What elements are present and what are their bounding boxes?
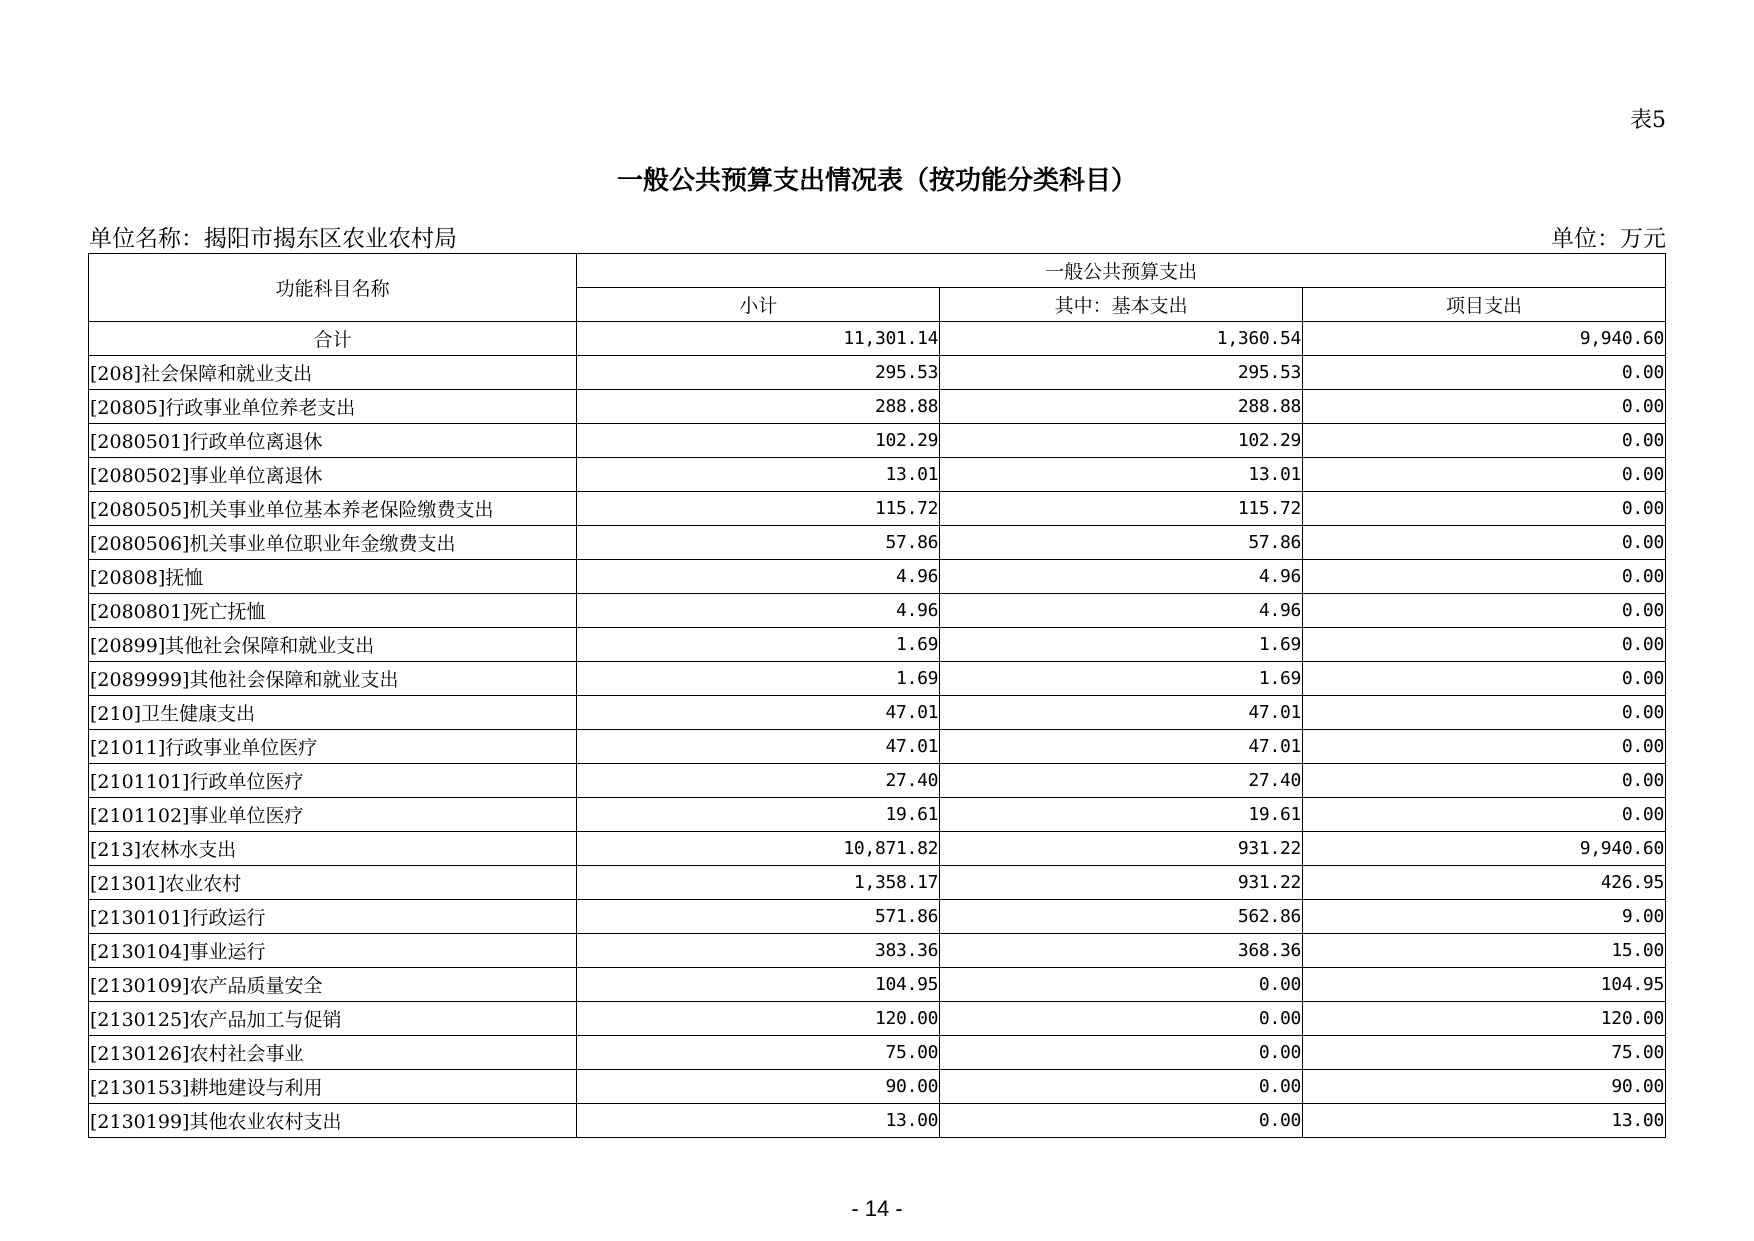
row-name: [21011]行政事业单位医疗 — [89, 730, 577, 764]
row-name: [2130101]行政运行 — [89, 900, 577, 934]
page-number: - 14 - — [851, 1196, 903, 1221]
row-subtotal: 4.96 — [577, 594, 940, 628]
row-project: 13.00 — [1303, 1104, 1666, 1138]
row-basic: 57.86 — [940, 526, 1303, 560]
row-name: [2130126]农村社会事业 — [89, 1036, 577, 1070]
row-project: 120.00 — [1303, 1002, 1666, 1036]
row-subtotal: 102.29 — [577, 424, 940, 458]
row-subtotal: 115.72 — [577, 492, 940, 526]
row-basic: 13.01 — [940, 458, 1303, 492]
row-subtotal: 13.01 — [577, 458, 940, 492]
table-row — [89, 594, 1666, 628]
table-row — [89, 458, 1666, 492]
row-project: 0.00 — [1303, 492, 1666, 526]
table-row — [89, 798, 1666, 832]
table-row — [89, 424, 1666, 458]
row-project: 104.95 — [1303, 968, 1666, 1002]
row-basic: 4.96 — [940, 594, 1303, 628]
total-row — [89, 322, 1666, 356]
row-project: 0.00 — [1303, 696, 1666, 730]
table-row — [89, 764, 1666, 798]
row-basic: 0.00 — [940, 1002, 1303, 1036]
row-basic: 562.86 — [940, 900, 1303, 934]
table-row — [89, 1036, 1666, 1070]
table-row — [89, 492, 1666, 526]
row-name: [20805]行政事业单位养老支出 — [89, 390, 577, 424]
row-subtotal: 27.40 — [577, 764, 940, 798]
row-name: [208]社会保障和就业支出 — [89, 356, 577, 390]
row-project: 0.00 — [1303, 458, 1666, 492]
row-name: [2130104]事业运行 — [89, 934, 577, 968]
row-name: [210]卫生健康支出 — [89, 696, 577, 730]
table-row — [89, 628, 1666, 662]
row-project: 15.00 — [1303, 934, 1666, 968]
row-subtotal: 295.53 — [577, 356, 940, 390]
table-row — [89, 560, 1666, 594]
row-name: [20808]抚恤 — [89, 560, 577, 594]
row-project: 0.00 — [1303, 798, 1666, 832]
row-basic: 0.00 — [940, 1036, 1303, 1070]
row-basic: 0.00 — [940, 968, 1303, 1002]
row-subtotal: 571.86 — [577, 900, 940, 934]
row-basic: 1.69 — [940, 628, 1303, 662]
row-basic: 368.36 — [940, 934, 1303, 968]
row-name: [2080505]机关事业单位基本养老保险缴费支出 — [89, 492, 577, 526]
row-project: 75.00 — [1303, 1036, 1666, 1070]
row-basic: 0.00 — [940, 1104, 1303, 1138]
table-row — [89, 730, 1666, 764]
row-project: 0.00 — [1303, 526, 1666, 560]
row-basic: 115.72 — [940, 492, 1303, 526]
table-row — [89, 1104, 1666, 1138]
row-basic: 931.22 — [940, 832, 1303, 866]
row-name: [2101102]事业单位医疗 — [89, 798, 577, 832]
row-project: 0.00 — [1303, 424, 1666, 458]
row-subtotal: 383.36 — [577, 934, 940, 968]
table-body — [89, 322, 1666, 1138]
row-subtotal: 19.61 — [577, 798, 940, 832]
row-basic: 47.01 — [940, 730, 1303, 764]
header-general-budget: 一般公共预算支出 — [577, 254, 1666, 288]
row-basic: 288.88 — [940, 390, 1303, 424]
header-basic: 其中：基本支出 — [940, 288, 1303, 322]
row-name: [2130199]其他农业农村支出 — [89, 1104, 577, 1138]
row-subtotal: 104.95 — [577, 968, 940, 1002]
row-project: 0.00 — [1303, 390, 1666, 424]
header-subtotal: 小计 — [577, 288, 940, 322]
row-basic: 47.01 — [940, 696, 1303, 730]
unit-name: 单位名称：揭阳市揭东区农业农村局 — [89, 226, 457, 252]
table-row — [89, 1070, 1666, 1104]
total-basic: 1,360.54 — [940, 322, 1303, 356]
row-basic: 295.53 — [940, 356, 1303, 390]
header-row-1 — [89, 254, 1666, 288]
row-subtotal: 4.96 — [577, 560, 940, 594]
row-name: [20899]其他社会保障和就业支出 — [89, 628, 577, 662]
row-project: 0.00 — [1303, 356, 1666, 390]
table-row — [89, 934, 1666, 968]
row-name: [2089999]其他社会保障和就业支出 — [89, 662, 577, 696]
row-basic: 0.00 — [940, 1070, 1303, 1104]
row-project: 0.00 — [1303, 628, 1666, 662]
row-subtotal: 13.00 — [577, 1104, 940, 1138]
total-label: 合计 — [89, 322, 577, 356]
row-project: 0.00 — [1303, 560, 1666, 594]
row-basic: 19.61 — [940, 798, 1303, 832]
row-name: [2130109]农产品质量安全 — [89, 968, 577, 1002]
table-row — [89, 356, 1666, 390]
table-row — [89, 662, 1666, 696]
row-project: 9.00 — [1303, 900, 1666, 934]
row-subtotal: 1.69 — [577, 628, 940, 662]
row-subtotal: 10,871.82 — [577, 832, 940, 866]
row-project: 0.00 — [1303, 764, 1666, 798]
row-name: [2130125]农产品加工与促销 — [89, 1002, 577, 1036]
table-row — [89, 1002, 1666, 1036]
row-basic: 27.40 — [940, 764, 1303, 798]
currency-unit: 单位：万元 — [1551, 226, 1666, 252]
row-project: 0.00 — [1303, 662, 1666, 696]
row-name: [213]农林水支出 — [89, 832, 577, 866]
row-name: [2130153]耕地建设与利用 — [89, 1070, 577, 1104]
row-basic: 4.96 — [940, 560, 1303, 594]
row-subtotal: 120.00 — [577, 1002, 940, 1036]
row-project: 0.00 — [1303, 594, 1666, 628]
row-subtotal: 47.01 — [577, 696, 940, 730]
row-name: [2080801]死亡抚恤 — [89, 594, 577, 628]
row-subtotal: 75.00 — [577, 1036, 940, 1070]
header-function-name: 功能科目名称 — [89, 254, 577, 322]
header-project: 项目支出 — [1303, 288, 1666, 322]
row-subtotal: 288.88 — [577, 390, 940, 424]
row-subtotal: 90.00 — [577, 1070, 940, 1104]
row-subtotal: 1,358.17 — [577, 866, 940, 900]
row-basic: 931.22 — [940, 866, 1303, 900]
row-name: [2080506]机关事业单位职业年金缴费支出 — [89, 526, 577, 560]
row-project: 9,940.60 — [1303, 832, 1666, 866]
table-row — [89, 390, 1666, 424]
total-project: 9,940.60 — [1303, 322, 1666, 356]
table-row — [89, 832, 1666, 866]
row-name: [2101101]行政单位医疗 — [89, 764, 577, 798]
total-subtotal: 11,301.14 — [577, 322, 940, 356]
row-project: 426.95 — [1303, 866, 1666, 900]
row-subtotal: 1.69 — [577, 662, 940, 696]
row-basic: 102.29 — [940, 424, 1303, 458]
table-row — [89, 968, 1666, 1002]
table-row — [89, 866, 1666, 900]
row-project: 90.00 — [1303, 1070, 1666, 1104]
row-name: [2080501]行政单位离退休 — [89, 424, 577, 458]
row-project: 0.00 — [1303, 730, 1666, 764]
row-subtotal: 57.86 — [577, 526, 940, 560]
row-basic: 1.69 — [940, 662, 1303, 696]
row-name: [2080502]事业单位离退休 — [89, 458, 577, 492]
row-name: [21301]农业农村 — [89, 866, 577, 900]
expenditure-table — [88, 253, 1666, 1138]
table-row — [89, 696, 1666, 730]
document-title: 一般公共预算支出情况表（按功能分类科目） — [616, 166, 1137, 196]
row-subtotal: 47.01 — [577, 730, 940, 764]
table-row — [89, 526, 1666, 560]
table-number: 表5 — [1630, 108, 1666, 133]
table-row — [89, 900, 1666, 934]
